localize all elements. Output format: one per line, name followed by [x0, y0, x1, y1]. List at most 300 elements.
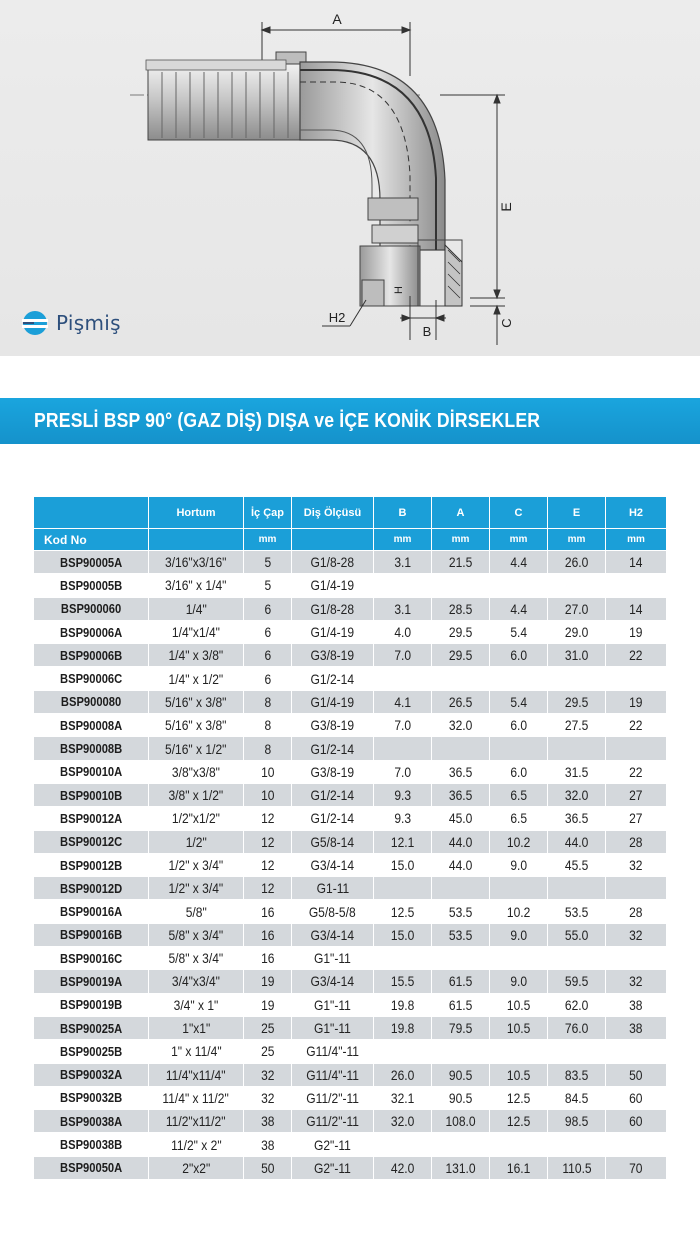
table-cell: [432, 1110, 490, 1133]
cell-text: 5.4: [510, 693, 527, 710]
product-code-cell: [34, 900, 149, 923]
table-cell: [292, 947, 374, 970]
table-cell: [432, 993, 490, 1016]
unit-header: mm: [548, 529, 606, 551]
cell-text: 29.5: [448, 624, 473, 641]
table-cell: [374, 807, 432, 830]
table-cell: [292, 667, 374, 690]
table-cell: [490, 1156, 548, 1179]
cell-text: 53.5: [564, 903, 589, 920]
table-cell: [374, 970, 432, 993]
table-header-row: [34, 497, 667, 529]
cell-text: 3.1: [394, 600, 411, 617]
table-cell: [606, 947, 667, 970]
cell-text: G1/4-19: [310, 624, 355, 641]
cell-text: 5/16" x 3/8": [165, 717, 227, 734]
table-cell: [548, 1016, 606, 1039]
table-cell: [244, 993, 292, 1016]
table-cell: [606, 1110, 667, 1133]
table-cell: [432, 900, 490, 923]
table-cell: [548, 574, 606, 597]
table-cell: [606, 690, 667, 713]
unit-header: [292, 529, 374, 551]
cell-text: 7.0: [394, 717, 411, 734]
cell-text: 1"x1": [182, 1020, 210, 1037]
column-header: C: [490, 497, 548, 529]
table-cell: [244, 923, 292, 946]
elbow-bend: [300, 62, 445, 250]
cell-text: 8: [264, 740, 271, 757]
table-row: [34, 807, 667, 830]
table-cell: [244, 574, 292, 597]
cell-text: BSP90019A: [59, 973, 123, 989]
product-code-cell: [34, 1016, 149, 1039]
cell-text: 19.8: [390, 996, 415, 1013]
table-cell: [149, 783, 244, 806]
cell-text: 36.5: [448, 763, 473, 780]
table-cell: [548, 807, 606, 830]
table-cell: [606, 807, 667, 830]
product-code-cell: [34, 993, 149, 1016]
table-cell: [606, 970, 667, 993]
cell-text: G1/8-28: [310, 554, 355, 571]
table-cell: [606, 993, 667, 1016]
cell-text: 38: [629, 996, 643, 1013]
column-header: [34, 497, 149, 529]
table-cell: [548, 1063, 606, 1086]
table-cell: [490, 597, 548, 620]
table-cell: [432, 1086, 490, 1109]
cell-text: 27.5: [564, 717, 589, 734]
table-cell: [374, 1133, 432, 1156]
cell-text: 31.5: [564, 763, 589, 780]
table-cell: [548, 900, 606, 923]
cell-text: 50: [629, 1066, 643, 1083]
cell-text: BSP90005A: [59, 554, 123, 570]
cell-text: 19: [629, 624, 643, 641]
table-cell: [548, 1040, 606, 1063]
cell-text: 60: [629, 1089, 643, 1106]
table-cell: [292, 644, 374, 667]
table-cell: [548, 1156, 606, 1179]
table-cell: [548, 644, 606, 667]
cell-text: 26.0: [390, 1066, 415, 1083]
cell-text: 3/16" x 1/4": [165, 577, 227, 594]
table-body: [34, 551, 667, 1180]
table-cell: [149, 667, 244, 690]
table-cell: [606, 737, 667, 760]
cell-text: 14: [629, 554, 643, 571]
cell-text: 22: [629, 647, 643, 664]
table-row: [34, 923, 667, 946]
cell-text: 32.1: [390, 1089, 415, 1106]
table-cell: [548, 760, 606, 783]
cell-text: G1/2-14: [310, 740, 355, 757]
swivel-nut: [360, 198, 462, 306]
product-code-cell: [34, 1133, 149, 1156]
cell-text: BSP90006A: [59, 624, 123, 640]
cell-text: 29.0: [564, 624, 589, 641]
table-cell: [149, 923, 244, 946]
cell-text: G5/8-14: [310, 833, 355, 850]
cell-text: 10.2: [506, 833, 531, 850]
table-subheader-row: [34, 529, 667, 551]
label-e: E: [498, 202, 514, 212]
cell-text: 22: [629, 763, 643, 780]
cell-text: 12: [260, 880, 275, 897]
cell-text: 25: [260, 1020, 275, 1037]
cell-text: BSP90010A: [59, 764, 123, 780]
cell-text: BSP90025A: [59, 1020, 123, 1036]
table-cell: [606, 1156, 667, 1179]
table-cell: [292, 900, 374, 923]
cell-text: BSP90050A: [59, 1160, 123, 1176]
cell-text: 10: [260, 787, 275, 804]
cell-text: G1/4-19: [310, 577, 355, 594]
cell-text: 45.5: [564, 857, 589, 873]
spec-table: [33, 496, 667, 1180]
table-cell: [490, 620, 548, 643]
cell-text: 14: [629, 600, 643, 617]
table-cell: [374, 877, 432, 900]
cell-text: BSP90019B: [59, 997, 123, 1013]
cell-text: 32.0: [448, 717, 473, 734]
cell-text: BSP900080: [60, 694, 122, 710]
cell-text: 29.5: [564, 693, 589, 710]
cell-text: 32.0: [390, 1113, 415, 1130]
table-cell: [244, 551, 292, 574]
table-cell: [374, 1063, 432, 1086]
table-cell: [490, 1110, 548, 1133]
table-cell: [292, 1016, 374, 1039]
cell-text: 84.5: [564, 1089, 589, 1106]
table-cell: [548, 690, 606, 713]
table-cell: [374, 620, 432, 643]
cell-text: 31.0: [564, 647, 589, 664]
cell-text: 5/16" x 1/2": [165, 740, 227, 757]
table-cell: [244, 737, 292, 760]
cell-text: BSP90010B: [59, 787, 123, 803]
cell-text: 10: [260, 763, 275, 780]
table-cell: [244, 690, 292, 713]
label-c: C: [499, 318, 514, 328]
cell-text: 16.1: [506, 1159, 531, 1176]
cell-text: G3/4-14: [310, 973, 355, 990]
table-cell: [292, 993, 374, 1016]
table-cell: [292, 574, 374, 597]
table-cell: [244, 1086, 292, 1109]
cell-text: 9.3: [394, 810, 411, 827]
table-cell: [292, 807, 374, 830]
cell-text: 1/2": [185, 833, 207, 850]
cell-text: 12: [260, 810, 275, 827]
product-code-cell: [34, 714, 149, 737]
page-title: PRESLİ BSP 90° (GAZ DİŞ) DIŞA ve İÇE KONİK DİRSEKLER: [34, 409, 541, 432]
table-cell: [606, 574, 667, 597]
table-cell: [244, 760, 292, 783]
column-header: Diş Ölçüsü: [292, 497, 374, 529]
cell-text: 4.4: [510, 600, 527, 617]
cell-text: 22: [629, 717, 643, 734]
cell-text: 3/8"x3/8": [171, 763, 221, 780]
product-code-cell: [34, 1110, 149, 1133]
cell-text: 55.0: [564, 926, 589, 943]
label-h: H: [393, 286, 405, 294]
table-cell: [292, 714, 374, 737]
cell-text: 32: [629, 926, 643, 943]
hose-ferrule: [146, 52, 308, 140]
cell-text: 4.0: [394, 624, 411, 641]
product-code-cell: [34, 1086, 149, 1109]
cell-text: 32: [629, 973, 643, 990]
cell-text: BSP90025B: [59, 1043, 123, 1059]
table-cell: [292, 783, 374, 806]
table-cell: [490, 644, 548, 667]
table-cell: [374, 644, 432, 667]
cell-text: BSP90012A: [59, 810, 123, 826]
cell-text: 61.5: [448, 973, 473, 990]
table-cell: [292, 877, 374, 900]
table-cell: [292, 853, 374, 876]
table-cell: [149, 877, 244, 900]
cell-text: 12.1: [390, 833, 415, 850]
table-row: [34, 1110, 667, 1133]
cell-text: 26.5: [448, 693, 473, 710]
table-cell: [244, 947, 292, 970]
table-row: [34, 1156, 667, 1179]
table-cell: [292, 690, 374, 713]
cell-text: 16: [260, 950, 275, 967]
table-cell: [374, 667, 432, 690]
unit-header: [149, 529, 244, 551]
cell-text: 26.0: [564, 554, 589, 571]
table-cell: [149, 551, 244, 574]
table-cell: [490, 970, 548, 993]
cell-text: 19.8: [390, 1020, 415, 1037]
product-code-cell: [34, 644, 149, 667]
cell-text: 62.0: [564, 996, 589, 1013]
table-row: [34, 760, 667, 783]
cell-text: BSP90016A: [59, 904, 123, 920]
table-row: [34, 970, 667, 993]
cell-text: 1/2" x 3/4": [168, 857, 224, 873]
cell-text: G3/8-19: [310, 647, 355, 664]
table-cell: [490, 900, 548, 923]
product-drawing-panel: [0, 0, 700, 356]
table-row: [34, 574, 667, 597]
table-cell: [149, 830, 244, 853]
unit-header: mm: [606, 529, 667, 551]
table-cell: [292, 1040, 374, 1063]
table-cell: [292, 620, 374, 643]
table-cell: [292, 551, 374, 574]
table-row: [34, 667, 667, 690]
cell-text: 3/8" x 1/2": [168, 787, 224, 804]
table-cell: [606, 923, 667, 946]
table-cell: [244, 667, 292, 690]
label-a: A: [332, 11, 342, 27]
column-header: H2: [606, 497, 667, 529]
table-cell: [432, 574, 490, 597]
table-cell: [432, 690, 490, 713]
cell-text: G1/2-14: [310, 670, 355, 687]
table-cell: [149, 1133, 244, 1156]
product-code-cell: [34, 807, 149, 830]
product-code-cell: [34, 760, 149, 783]
cell-text: 19: [260, 973, 275, 990]
table-cell: [432, 714, 490, 737]
table-cell: [432, 737, 490, 760]
cell-text: 6: [264, 670, 271, 687]
cell-text: BSP90006B: [59, 647, 123, 663]
cell-text: 110.5: [561, 1159, 592, 1176]
table-cell: [292, 1110, 374, 1133]
table-row: [34, 877, 667, 900]
table-cell: [244, 1040, 292, 1063]
product-code-cell: [34, 923, 149, 946]
cell-text: BSP900060: [60, 601, 122, 617]
table-cell: [490, 667, 548, 690]
table-cell: [244, 970, 292, 993]
cell-text: 15.5: [390, 973, 415, 990]
table-cell: [606, 830, 667, 853]
section-title-bar: [0, 398, 700, 444]
product-code-cell: [34, 1040, 149, 1063]
table-row: [34, 900, 667, 923]
table-cell: [548, 830, 606, 853]
table-cell: [374, 1040, 432, 1063]
table-cell: [244, 644, 292, 667]
cell-text: 27.0: [564, 600, 589, 617]
cell-text: 131.0: [445, 1159, 476, 1176]
cell-text: 9.0: [510, 926, 527, 943]
cell-text: BSP90016C: [59, 950, 123, 966]
column-header: E: [548, 497, 606, 529]
cell-text: 38: [260, 1136, 275, 1153]
cell-text: 10.5: [506, 1020, 531, 1037]
table-cell: [244, 620, 292, 643]
table-cell: [149, 760, 244, 783]
cell-text: 32: [260, 1089, 275, 1106]
table-cell: [244, 1156, 292, 1179]
cell-text: 16: [260, 903, 275, 920]
cell-text: 42.0: [390, 1159, 415, 1176]
table-cell: [548, 737, 606, 760]
table-row: [34, 714, 667, 737]
table-row: [34, 551, 667, 574]
cell-text: BSP90008B: [59, 741, 123, 757]
table-cell: [548, 853, 606, 876]
unit-header: mm: [432, 529, 490, 551]
table-cell: [606, 644, 667, 667]
product-code-cell: [34, 574, 149, 597]
table-cell: [432, 1156, 490, 1179]
table-cell: [374, 993, 432, 1016]
table-cell: [606, 1063, 667, 1086]
table-cell: [432, 970, 490, 993]
table-row: [34, 830, 667, 853]
cell-text: 44.0: [448, 857, 473, 873]
cell-text: G1/8-28: [310, 600, 355, 617]
cell-text: 28: [629, 833, 643, 850]
label-b: B: [422, 324, 432, 339]
table-cell: [606, 667, 667, 690]
table-cell: [490, 1086, 548, 1109]
table-cell: [149, 1016, 244, 1039]
table-cell: [606, 620, 667, 643]
table-cell: [244, 783, 292, 806]
cell-text: 12: [260, 857, 275, 873]
cell-text: 5.4: [510, 624, 527, 641]
table-cell: [149, 1110, 244, 1133]
unit-header: mm: [374, 529, 432, 551]
cell-text: 12: [260, 833, 275, 850]
cell-text: 108.0: [445, 1113, 476, 1130]
cell-text: BSP90038A: [59, 1113, 123, 1129]
table-cell: [149, 1063, 244, 1086]
table-cell: [548, 783, 606, 806]
column-header: Hortum: [149, 497, 244, 529]
elbow-fitting-drawing: [0, 0, 700, 356]
table-cell: [149, 714, 244, 737]
cell-text: 9.0: [510, 973, 527, 990]
cell-text: 6.0: [510, 717, 527, 734]
table-cell: [149, 900, 244, 923]
brand-name: Pişmiş: [56, 311, 121, 335]
cell-text: 3/4"x3/4": [171, 973, 221, 990]
table-cell: [490, 714, 548, 737]
table-cell: [432, 830, 490, 853]
table-cell: [244, 877, 292, 900]
table-cell: [432, 877, 490, 900]
cell-text: 8: [264, 693, 271, 710]
table-cell: [149, 737, 244, 760]
table-cell: [149, 853, 244, 876]
table-cell: [432, 1040, 490, 1063]
cell-text: 32.0: [564, 787, 589, 804]
cell-text: 5/8" x 3/4": [168, 950, 224, 967]
table-cell: [244, 1016, 292, 1039]
table-cell: [490, 877, 548, 900]
table-cell: [432, 597, 490, 620]
table-cell: [374, 1156, 432, 1179]
table-cell: [292, 760, 374, 783]
cell-text: 5: [264, 554, 271, 571]
cell-text: 27: [629, 787, 643, 804]
product-code-cell: [34, 877, 149, 900]
cell-text: 5: [264, 577, 271, 594]
cell-text: 36.5: [564, 810, 589, 827]
cell-text: 1/4": [185, 600, 207, 617]
cell-text: G2"-11: [314, 1136, 351, 1153]
table-cell: [374, 853, 432, 876]
product-code-cell: [34, 947, 149, 970]
table-cell: [548, 1133, 606, 1156]
table-cell: [292, 1063, 374, 1086]
cell-text: 7.0: [394, 763, 411, 780]
table-cell: [244, 597, 292, 620]
cell-text: 32: [260, 1066, 275, 1083]
table-cell: [548, 970, 606, 993]
cell-text: 3/16"x3/16": [165, 554, 227, 571]
table-cell: [149, 1156, 244, 1179]
cell-text: 27: [629, 810, 643, 827]
cell-text: G1/2-14: [310, 810, 355, 827]
table-cell: [244, 807, 292, 830]
table-cell: [244, 1110, 292, 1133]
cell-text: BSP90012B: [59, 857, 123, 873]
table-cell: [432, 783, 490, 806]
